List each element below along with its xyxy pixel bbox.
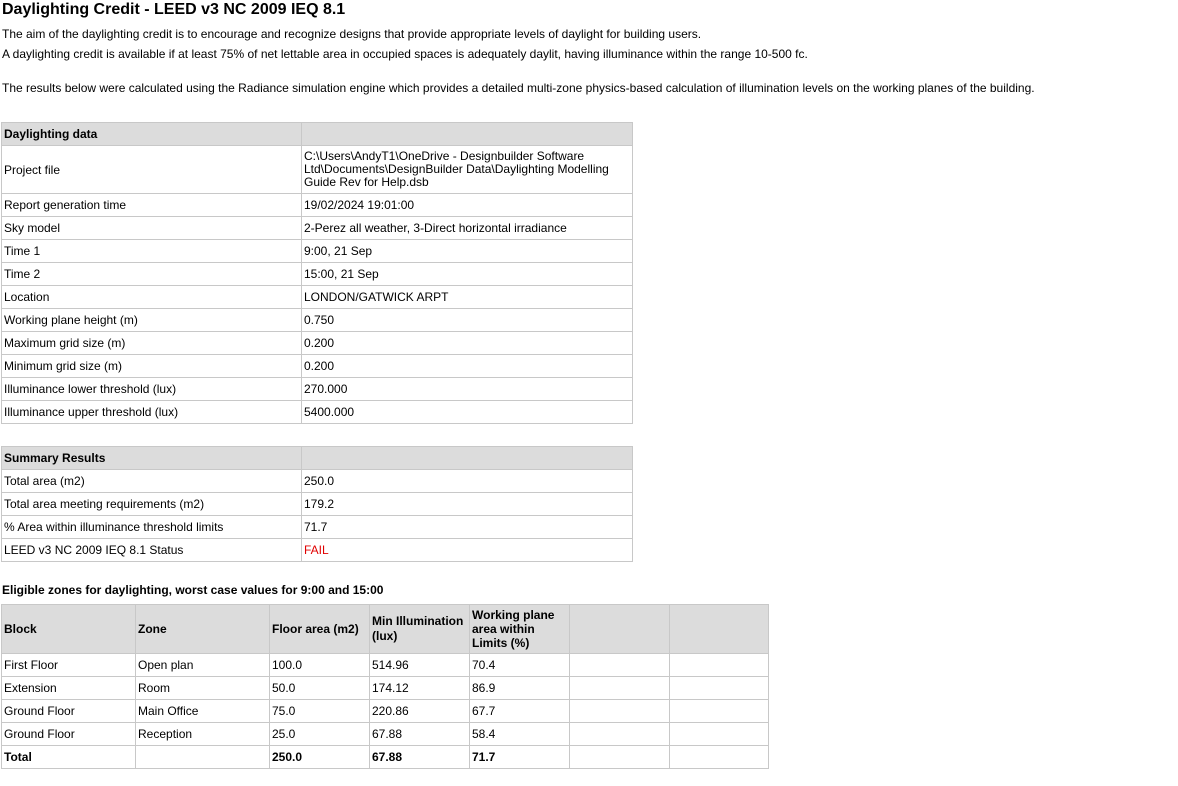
row-label: LEED v3 NC 2009 IEQ 8.1 Status [2, 539, 302, 562]
page-title: Daylighting Credit - LEED v3 NC 2009 IEQ 8.1 [2, 1, 346, 18]
row-label: Time 2 [2, 263, 302, 286]
column-header-min-illumination: Min Illumination (lux) [370, 605, 470, 654]
block-cell: First Floor [2, 654, 136, 677]
table-row [2, 378, 633, 401]
table-header-row [2, 605, 769, 654]
floor-area-cell: 75.0 [270, 700, 370, 723]
table-row [2, 217, 633, 240]
row-value: 19/02/2024 19:01:00 [302, 194, 633, 217]
table-row [2, 493, 633, 516]
daylighting-data-header: Daylighting data [2, 123, 302, 146]
empty-cell [670, 723, 769, 746]
row-value: 5400.000 [302, 401, 633, 424]
row-value: 0.200 [302, 332, 633, 355]
table-row [2, 539, 633, 562]
column-header-empty [670, 605, 769, 654]
row-label: Maximum grid size (m) [2, 332, 302, 355]
table-row [2, 677, 769, 700]
table-row [2, 401, 633, 424]
column-header-zone: Zone [136, 605, 270, 654]
total-min-illumination: 67.88 [370, 746, 470, 769]
min-illumination-cell: 67.88 [370, 723, 470, 746]
row-value: 71.7 [302, 516, 633, 539]
empty-cell [570, 746, 670, 769]
status-fail-value: FAIL [302, 539, 633, 562]
row-value: 250.0 [302, 470, 633, 493]
table-row [2, 700, 769, 723]
within-limits-cell: 67.7 [470, 700, 570, 723]
zone-cell: Reception [136, 723, 270, 746]
table-row [2, 516, 633, 539]
table-row [2, 194, 633, 217]
floor-area-cell: 50.0 [270, 677, 370, 700]
empty-cell [570, 700, 670, 723]
table-header-row [2, 123, 633, 146]
table-row [2, 309, 633, 332]
empty-cell [670, 677, 769, 700]
row-label: Project file [2, 146, 302, 194]
row-label: Illuminance lower threshold (lux) [2, 378, 302, 401]
row-value: 2-Perez all weather, 3-Direct horizontal irradiance [302, 217, 633, 240]
min-illumination-cell: 514.96 [370, 654, 470, 677]
zone-cell: Room [136, 677, 270, 700]
daylighting-data-table [1, 122, 633, 424]
table-row [2, 654, 769, 677]
row-value: 179.2 [302, 493, 633, 516]
row-value: LONDON/GATWICK ARPT [302, 286, 633, 309]
table-row [2, 263, 633, 286]
total-within-limits: 71.7 [470, 746, 570, 769]
row-label: Working plane height (m) [2, 309, 302, 332]
empty-cell [136, 746, 270, 769]
zone-cell: Open plan [136, 654, 270, 677]
column-header-working-plane-area: Working plane area within Limits (%) [470, 605, 570, 654]
row-label: % Area within illuminance threshold limits [2, 516, 302, 539]
header-empty-cell [302, 447, 633, 470]
row-value: 9:00, 21 Sep [302, 240, 633, 263]
zone-cell: Main Office [136, 700, 270, 723]
empty-cell [670, 700, 769, 723]
table-row [2, 723, 769, 746]
eligible-zones-table [1, 604, 769, 769]
row-label: Location [2, 286, 302, 309]
row-label: Time 1 [2, 240, 302, 263]
column-header-block: Block [2, 605, 136, 654]
table-row [2, 146, 633, 194]
row-label: Total area meeting requirements (m2) [2, 493, 302, 516]
column-header-floor-area: Floor area (m2) [270, 605, 370, 654]
total-floor-area: 250.0 [270, 746, 370, 769]
min-illumination-cell: 174.12 [370, 677, 470, 700]
row-value: 15:00, 21 Sep [302, 263, 633, 286]
table-row [2, 240, 633, 263]
total-label: Total [2, 746, 136, 769]
empty-cell [570, 723, 670, 746]
within-limits-cell: 58.4 [470, 723, 570, 746]
row-label: Report generation time [2, 194, 302, 217]
summary-results-table [1, 446, 633, 562]
project-file-path: C:\Users\AndyT1\OneDrive - Designbuilder Software Ltd\Documents\DesignBuilder Data\Daylighting Modelling Guide Rev for Help.dsb [302, 146, 633, 194]
row-value: 0.200 [302, 355, 633, 378]
min-illumination-cell: 220.86 [370, 700, 470, 723]
row-label: Illuminance upper threshold (lux) [2, 401, 302, 424]
summary-results-header: Summary Results [2, 447, 302, 470]
row-label: Sky model [2, 217, 302, 240]
header-empty-cell [302, 123, 633, 146]
within-limits-cell: 70.4 [470, 654, 570, 677]
row-label: Minimum grid size (m) [2, 355, 302, 378]
eligible-zones-caption: Eligible zones for daylighting, worst case values for 9:00 and 15:00 [2, 583, 384, 597]
row-value: 0.750 [302, 309, 633, 332]
empty-cell [570, 654, 670, 677]
row-value: 270.000 [302, 378, 633, 401]
intro-radiance-text: The results below were calculated using the Radiance simulation engine which provides a detailed multi-zone physics-based calculation of illumination levels on the working planes of the building. [2, 81, 1035, 95]
table-row [2, 286, 633, 309]
table-row [2, 470, 633, 493]
empty-cell [670, 746, 769, 769]
empty-cell [570, 677, 670, 700]
floor-area-cell: 100.0 [270, 654, 370, 677]
intro-credit-text: A daylighting credit is available if at least 75% of net lettable area in occupied spaces is adequately daylit, having illuminance within the range 10-500 fc. [2, 47, 808, 61]
table-row [2, 355, 633, 378]
table-row [2, 332, 633, 355]
block-cell: Ground Floor [2, 723, 136, 746]
block-cell: Extension [2, 677, 136, 700]
total-row [2, 746, 769, 769]
empty-cell [670, 654, 769, 677]
block-cell: Ground Floor [2, 700, 136, 723]
table-header-row [2, 447, 633, 470]
within-limits-cell: 86.9 [470, 677, 570, 700]
column-header-empty [570, 605, 670, 654]
row-label: Total area (m2) [2, 470, 302, 493]
floor-area-cell: 25.0 [270, 723, 370, 746]
intro-aim-text: The aim of the daylighting credit is to encourage and recognize designs that provide appropriate levels of daylight for building users. [2, 27, 702, 41]
